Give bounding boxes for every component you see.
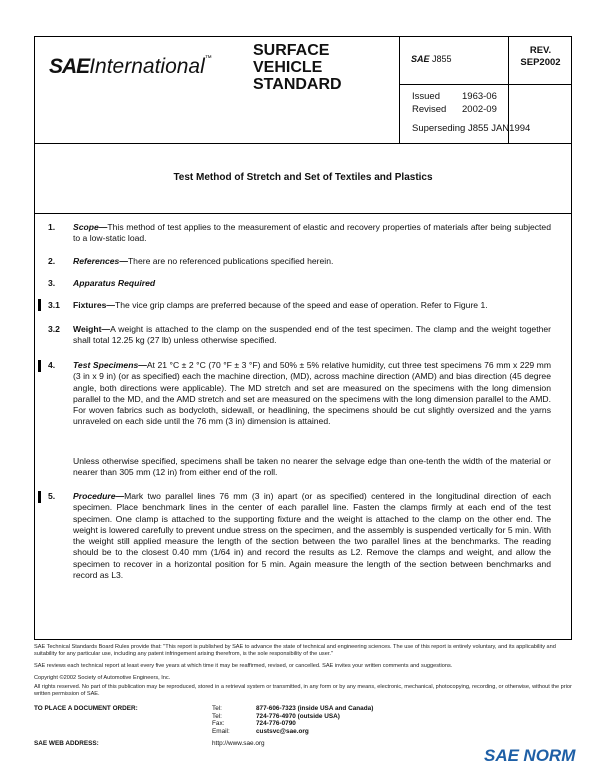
contact-list — [212, 705, 373, 735]
order-label: TO PLACE A DOCUMENT ORDER: — [34, 705, 138, 712]
section-text: There are no referenced publications specified herein. — [127, 256, 334, 266]
document-header — [34, 36, 572, 144]
sae-international-logo — [49, 55, 212, 79]
section-text: A weight is attached to the clamp on the suspended end of the test specimen. The clamp and the weight together shall total 12.25 kg (27 lb) unless otherwise specified. — [73, 324, 551, 346]
section-heading: Fixtures— — [73, 300, 116, 310]
section-heading: References— — [73, 256, 128, 266]
rev-label: REV. — [529, 45, 552, 56]
norm-logo-word: NORM — [523, 746, 576, 765]
contact-label: Tel: — [212, 705, 222, 712]
doc-id — [411, 54, 452, 64]
footer-copyright: Copyright ©2002 Society of Automotive Engineers, Inc. — [34, 675, 171, 681]
section-heading: Scope— — [73, 222, 108, 232]
contact-value: custsvc@sae.org — [256, 727, 309, 735]
contact-value: 877-606-7323 (inside USA and Canada) — [256, 705, 374, 712]
logo-mark: SAE — [49, 55, 90, 78]
sae-norm-logo — [484, 746, 575, 766]
doc-number: J855 — [432, 54, 452, 64]
footer-rights: All rights reserved. No part of this publication may be reproduced, stored in a retrieval system or transmitted, in any form or by any means, electronic, mechanical, photocopying, recording, or otherwise, without the prior written permission of SAE. — [34, 684, 572, 697]
standard-type — [253, 42, 342, 93]
title-box — [34, 144, 572, 214]
change-bar — [38, 299, 41, 311]
revised-label: Revised — [412, 104, 447, 115]
revision-box — [508, 45, 573, 69]
web-address-link[interactable]: http://www.sae.org — [212, 740, 265, 747]
footer-review: SAE reviews each technical report at least every five years at which time it may be reaffirmed, revised, or cancelled. SAE invites your written comments and suggestions. — [34, 663, 453, 669]
superseding-note: Superseding J855 JAN1994 — [412, 123, 531, 134]
section-number: 3.2 — [48, 324, 60, 334]
norm-logo-mark: SAE — [484, 746, 519, 765]
logo-tm: ™ — [204, 55, 212, 62]
issued-label: Issued — [412, 91, 440, 102]
logo-word: International — [89, 55, 205, 78]
revised-value: 2002-09 — [462, 104, 497, 115]
section-text: Unless otherwise specified, specimens shall be taken no nearer the selvage edge than one-tenth the width of the material or nearer than 305 mm (12 in) from either end of the roll. — [73, 456, 551, 478]
contact-label: Email: — [212, 727, 230, 735]
issue-dates — [412, 90, 497, 116]
standard-type-line: STANDARD — [253, 76, 342, 93]
section-heading: Test Specimens— — [73, 360, 147, 370]
issued-value: 1963-06 — [462, 91, 497, 102]
section-number: 3.1 — [48, 300, 60, 310]
contact-label: Fax: — [212, 720, 225, 728]
section-number: 2. — [48, 256, 56, 266]
section-heading: Procedure— — [73, 491, 125, 501]
section-number: 4. — [48, 360, 56, 370]
standard-type-line: SURFACE — [253, 42, 330, 59]
document-title: Test Method of Stretch and Set of Textiles and Plastics — [173, 172, 433, 183]
doc-mark: SAE — [411, 54, 430, 64]
footer-policy: SAE Technical Standards Board Rules provide that: "This report is published by SAE to advance the state of technical and engineering sciences. The use of this report is entirely voluntary, and its applicability and suitability for any particular use, including any patent infringement arising therefrom, is the sole responsibility of the user." — [34, 644, 556, 657]
change-bar — [38, 491, 41, 503]
contact-label: Tel: — [212, 712, 222, 720]
standard-type-line: VEHICLE — [253, 59, 323, 76]
rev-value: SEP2002 — [520, 57, 561, 68]
contact-value: 724-776-0790 — [256, 720, 296, 728]
section-number: 5. — [48, 491, 56, 501]
section-number: 1. — [48, 222, 56, 232]
document-body — [34, 214, 572, 640]
change-bar — [38, 360, 41, 372]
contact-value: 724-776-4970 (outside USA) — [256, 712, 340, 720]
section-text: The vice grip clamps are preferred because of the speed and ease of operation. Refer to Figure 1. — [115, 300, 488, 310]
web-label: SAE WEB ADDRESS: — [34, 740, 99, 747]
section-heading: Apparatus Required — [73, 278, 156, 288]
section-heading: Weight— — [73, 324, 111, 334]
section-text: Mark two parallel lines 76 mm (3 in) apart (or as specified) centered in the longitudinal direction of each specimen. Place benchmark lines in the center of each parallel line. Fasten the clamps firmly at each end of the test specimen. One clamp is attached to the supporting fixture and the weight is attached to the clamp on the other end. The weight is lowered carefully to prevent undue stress on the specimen, and the assembly is suspended vertically for 5 min. With the weight still applied measure the length of the section between the two parallel lines at the benchmarks. The reading should be to the closest 0.40 mm (1/64 in) and record the results as L2. Remove the clamps and weight, and allow the specimen to recover in a horizontal position for 5 min. Again measure the length of the section between benchmarks and record as L3. — [73, 491, 551, 581]
section-number: 3. — [48, 278, 56, 288]
section-text: This method of test applies to the measurement of elastic and recovery properties of materials after being subjected to a low-static load. — [73, 222, 551, 244]
section-text: At 21 °C ± 2 °C (70 °F ± 3 °F) and 50% ± 5% relative humidity, cut three test specimens 76 mm x 229 mm (3 in x 9 in) (or as specified) each the machine direction, (MD), across machine direction (AMD) and bias direction (45 degree angle, both directions were applicable). The MD stretch and set are measured on the specimens with the long dimension parallel to the MD, and the AMD stretch and set are measured on the specimens with the long dimension parallel to the AMD. For woven fabrics such as bodycloth, sidewall, or headlining, the specimens should be cut slightly oversized and the yarns unraveled on each side until the 76 mm (3 in) dimension is attained. — [73, 360, 551, 427]
